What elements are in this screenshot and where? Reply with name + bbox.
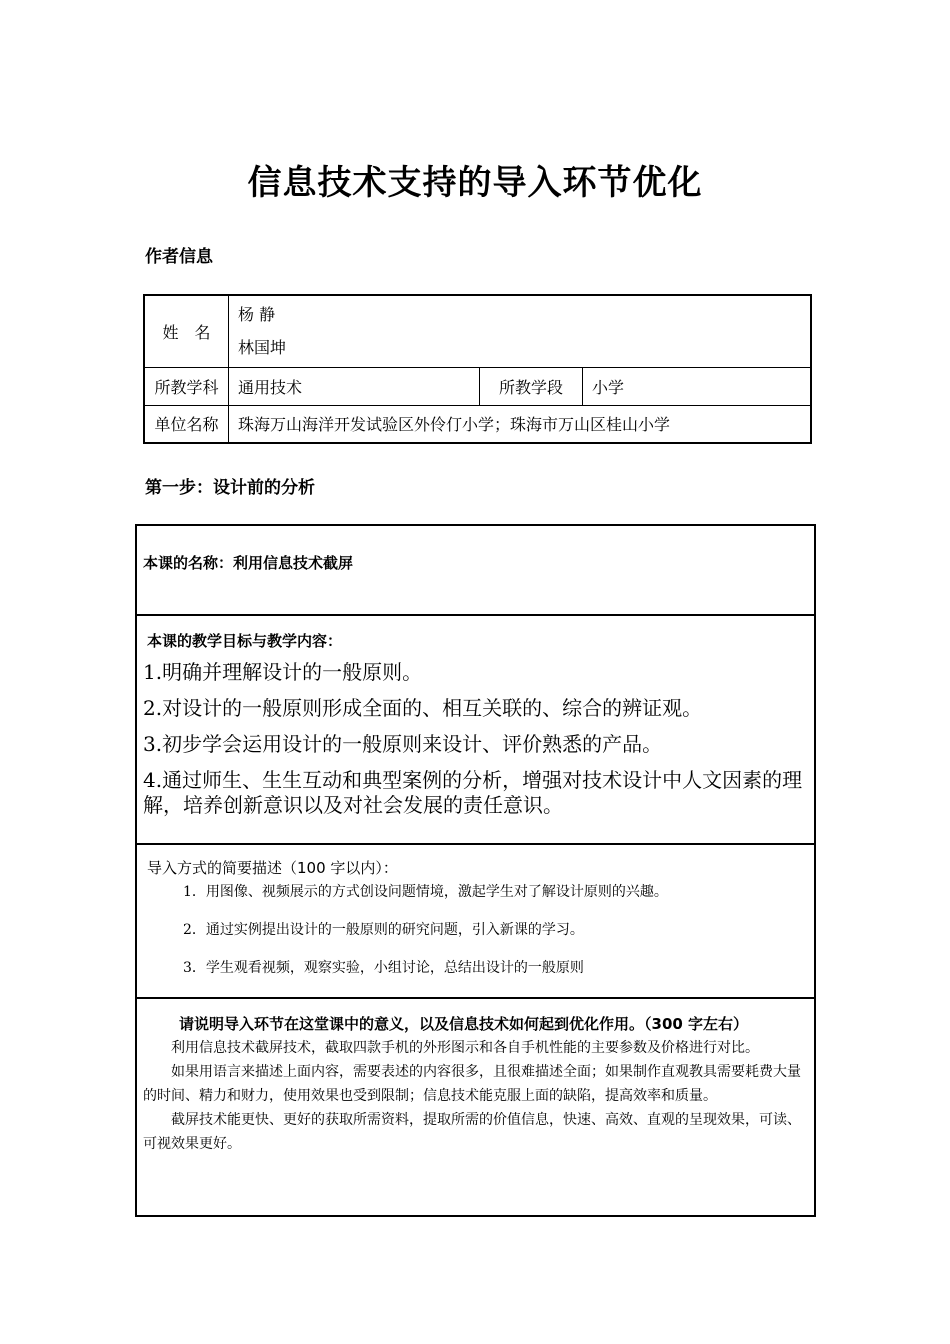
intro-label: 导入方式的简要描述（100 字以内）： (147, 859, 398, 877)
goal-item: 3.初步学会运用设计的一般原则来设计、评价熟悉的产品。 (143, 732, 663, 756)
intro-cell (137, 845, 814, 999)
significance-label: 请说明导入环节在这堂课中的意义，以及信息技术如何起到优化作用。（300 字左右） (179, 1015, 749, 1033)
intro-item: 3．学生观看视频，观察实验，小组讨论，总结出设计的一般原则 (183, 960, 584, 976)
page-title: 信息技术支持的导入环节优化 (247, 163, 703, 203)
author-name: 杨 静 (238, 305, 276, 325)
author-info-heading: 作者信息 (145, 247, 213, 267)
goal-item: 4.通过师生、生生互动和典型案例的分析，增强对技术设计中人文因素的理解，培养创新意识以及对社会发展的责任意识。 (143, 768, 803, 817)
goal-item: 1.明确并理解设计的一般原则。 (143, 660, 423, 684)
goal-item: 2.对设计的一般原则形成全面的、相互关联的、综合的辨证观。 (143, 696, 703, 720)
unit-row (144, 405, 811, 443)
author-info-table (143, 294, 812, 444)
stage-label: 所教学段 (480, 367, 583, 405)
subject-row (144, 367, 811, 405)
unit-label: 单位名称 (144, 405, 229, 443)
goals-cell (137, 616, 814, 845)
stage-value: 小学 (583, 367, 812, 405)
significance-cell (137, 999, 814, 1215)
author-name: 林国坤 (238, 338, 287, 358)
subject-label: 所教学科 (144, 367, 229, 405)
name-values (229, 295, 812, 367)
name-row (144, 295, 811, 367)
intro-item: 2．通过实例提出设计的一般原则的研究问题，引入新课的学习。 (183, 922, 584, 938)
significance-paragraph: 截屏技术能更快、更好的获取所需资料，提取所需的价值信息，快速、高效、直观的呈现效果，可读、可视效果更好。 (143, 1112, 801, 1152)
step1-heading: 第一步：设计前的分析 (145, 478, 315, 498)
analysis-table (135, 524, 816, 1217)
intro-item: 1．用图像、视频展示的方式创设问题情境，激起学生对了解设计原则的兴趣。 (183, 884, 668, 900)
significance-paragraph: 利用信息技术截屏技术，截取四款手机的外形图示和各自手机性能的主要参数及价格进行对比。 (171, 1040, 759, 1056)
unit-value: 珠海万山海洋开发试验区外伶仃小学；珠海市万山区桂山小学 (229, 405, 812, 443)
goals-label: 本课的教学目标与教学内容： (147, 632, 343, 650)
significance-paragraph: 如果用语言来描述上面内容，需要表述的内容很多，且很难描述全面；如果制作直观教具需要耗费大量的时间、精力和财力，使用效果也受到限制；信息技术能克服上面的缺陷，提高效率和质量。 (143, 1064, 801, 1104)
lesson-name: 本课的名称：利用信息技术截屏 (143, 554, 354, 572)
name-label: 姓 名 (144, 295, 229, 367)
subject-value: 通用技术 (229, 367, 480, 405)
lesson-name-cell (137, 526, 814, 616)
